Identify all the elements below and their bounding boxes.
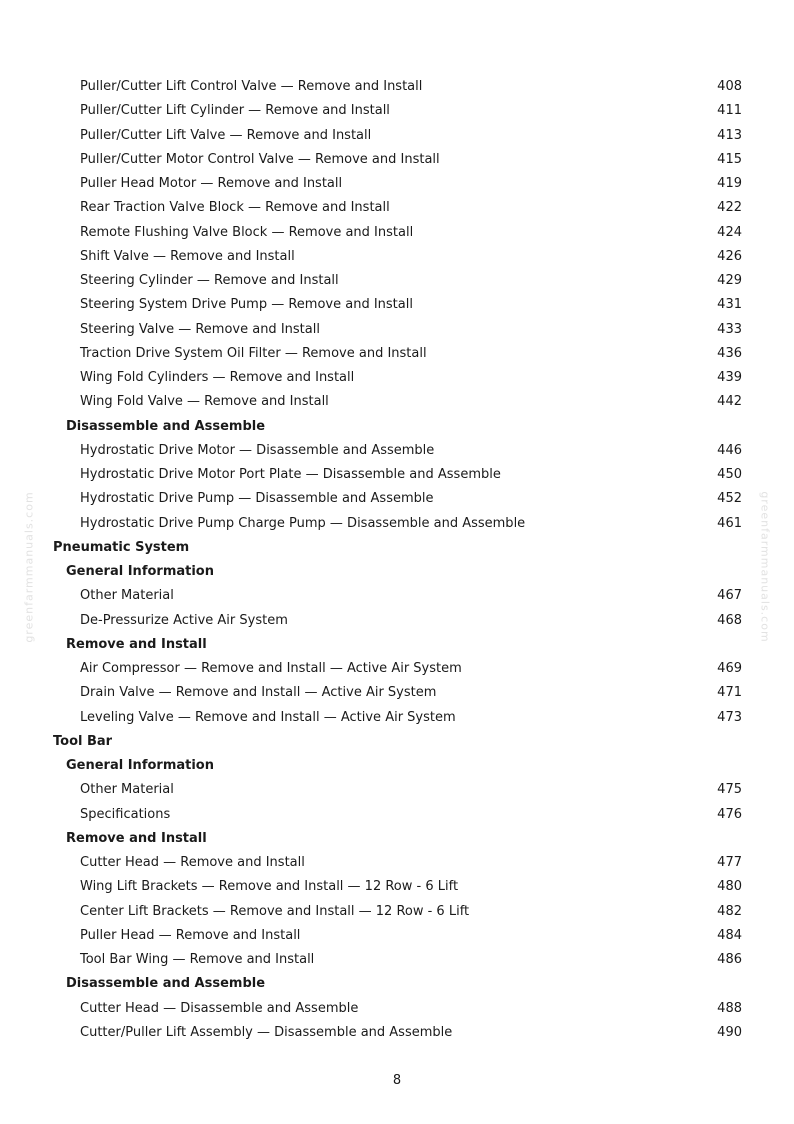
toc-entry[interactable] (0, 1021, 794, 1045)
toc-entry-title: Shift Valve — Remove and Install (80, 248, 295, 264)
toc-entry-title: Leveling Valve — Remove and Install — Active Air System (80, 709, 456, 725)
toc-entry-title: Wing Fold Valve — Remove and Install (80, 394, 329, 410)
toc-entry-page: 480 (717, 879, 742, 895)
toc-entry-title: Hydrostatic Drive Motor — Disassemble and Assemble (80, 442, 435, 458)
toc-entry[interactable] (0, 948, 794, 972)
toc-entry-title: Puller Head — Remove and Install (80, 927, 301, 943)
toc-entry[interactable] (0, 196, 794, 220)
toc-entry[interactable] (0, 124, 794, 148)
toc-entry-page: 473 (717, 709, 742, 725)
toc-entry-title: Tool Bar (53, 733, 113, 749)
toc-entry-page: 442 (717, 394, 742, 410)
toc-subsection-heading[interactable] (0, 754, 794, 778)
toc-entry-title: Rear Traction Valve Block — Remove and Install (80, 200, 390, 216)
toc-section-heading[interactable] (0, 536, 794, 560)
toc-entry-title: Tool Bar Wing — Remove and Install (80, 952, 315, 967)
toc-entry[interactable] (0, 463, 794, 487)
toc-entry-title: Hydrostatic Drive Pump Charge Pump — Disassemble and Assemble (80, 515, 526, 531)
toc-entry-page: 431 (717, 297, 742, 313)
toc-entry-page: 468 (717, 612, 742, 628)
toc-entry-page: 413 (717, 127, 742, 143)
toc-entry[interactable] (0, 269, 794, 293)
toc-entry-title: Traction Drive System Oil Filter — Remove and Install (80, 345, 427, 361)
toc-entry[interactable] (0, 851, 794, 875)
toc-entry-title: Remote Flushing Valve Block — Remove and Install (80, 224, 414, 240)
table-of-contents (0, 75, 794, 1045)
toc-entry[interactable] (0, 778, 794, 802)
toc-entry-page: 469 (717, 661, 742, 676)
toc-entry-page: 439 (717, 370, 742, 385)
toc-entry-title: Hydrostatic Drive Pump — Disassemble and Assemble (80, 491, 434, 507)
toc-entry-title: Puller Head Motor — Remove and Install (80, 176, 343, 191)
toc-entry[interactable] (0, 584, 794, 608)
toc-subsection-heading[interactable] (0, 972, 794, 996)
toc-entry-page: 450 (717, 467, 742, 482)
toc-entry-page: 436 (717, 345, 742, 361)
toc-entry[interactable] (0, 997, 794, 1021)
toc-entry-title: Center Lift Brackets — Remove and Install — 12 Row - 6 Lift (80, 903, 470, 919)
toc-entry-title: Steering Cylinder — Remove and Install (80, 273, 339, 288)
toc-entry-title: Cutter Head — Remove and Install (80, 855, 305, 870)
toc-subsection-heading[interactable] (0, 560, 794, 584)
toc-entry-title: De-Pressurize Active Air System (80, 612, 288, 628)
toc-entry-page: 452 (717, 491, 742, 507)
toc-entry-page: 467 (717, 588, 742, 604)
toc-entry-page: 471 (717, 685, 742, 701)
toc-entry-title: Puller/Cutter Lift Control Valve — Remove and Install (80, 79, 423, 94)
toc-entry-page: 477 (717, 855, 742, 870)
toc-entry-title: Drain Valve — Remove and Install — Active Air System (80, 685, 437, 701)
toc-entry-page: 484 (717, 927, 742, 943)
page-number: 8 (392, 1073, 402, 1088)
watermark-text: greenfarmmanuals.com (22, 491, 36, 643)
toc-entry-title: Cutter Head — Disassemble and Assemble (80, 1000, 359, 1016)
toc-subsection-heading[interactable] (0, 633, 794, 657)
toc-entry-title: Air Compressor — Remove and Install — Active Air System (80, 661, 462, 676)
toc-entry-title: Steering Valve — Remove and Install (80, 321, 320, 337)
toc-subsection-heading[interactable] (0, 827, 794, 851)
toc-entry[interactable] (0, 900, 794, 924)
toc-entry[interactable] (0, 706, 794, 730)
toc-entry-title: Specifications (80, 806, 171, 822)
toc-entry-title: Disassemble and Assemble (66, 418, 266, 434)
toc-entry-title: Steering System Drive Pump — Remove and Install (80, 297, 413, 313)
toc-entry-title: Remove and Install (66, 830, 207, 846)
toc-entry-page: 446 (717, 442, 742, 458)
toc-entry[interactable] (0, 293, 794, 317)
toc-entry-title: Puller/Cutter Lift Valve — Remove and Install (80, 127, 372, 143)
toc-entry-page: 476 (717, 806, 742, 822)
toc-entry-page: 411 (717, 103, 742, 119)
toc-entry[interactable] (0, 148, 794, 172)
toc-entry-page: 486 (717, 952, 742, 967)
toc-entry-page: 429 (717, 273, 742, 288)
toc-entry-title: Other Material (80, 782, 174, 798)
toc-entry-title: Puller/Cutter Motor Control Valve — Remove and Install (80, 151, 440, 167)
toc-entry-title: Wing Lift Brackets — Remove and Install — 12 Row - 6 Lift (80, 879, 459, 895)
toc-entry-page: 408 (717, 79, 742, 94)
toc-entry-page: 433 (717, 321, 742, 337)
toc-entry[interactable] (0, 99, 794, 123)
toc-entry-page: 426 (717, 248, 742, 264)
toc-entry[interactable] (0, 681, 794, 705)
toc-entry[interactable] (0, 342, 794, 366)
watermark-text: greenfarmmanuals.com (758, 491, 772, 643)
toc-section-heading[interactable] (0, 730, 794, 754)
toc-entry[interactable] (0, 390, 794, 414)
toc-entry[interactable] (0, 221, 794, 245)
toc-entry-page: 475 (717, 782, 742, 798)
toc-entry[interactable] (0, 924, 794, 948)
toc-entry-page: 419 (717, 176, 742, 191)
toc-entry[interactable] (0, 875, 794, 899)
toc-entry-title: Pneumatic System (53, 539, 190, 555)
toc-entry-title: Puller/Cutter Lift Cylinder — Remove and Install (80, 103, 390, 119)
toc-entry[interactable] (0, 75, 794, 99)
toc-entry-title: Hydrostatic Drive Motor Port Plate — Disassemble and Assemble (80, 467, 501, 482)
toc-entry[interactable] (0, 803, 794, 827)
toc-entry-page: 490 (717, 1024, 742, 1040)
toc-entry[interactable] (0, 439, 794, 463)
toc-entry-page: 488 (717, 1000, 742, 1016)
toc-entry-title: Wing Fold Cylinders — Remove and Install (80, 370, 355, 385)
toc-entry-page: 482 (717, 903, 742, 919)
toc-entry-page: 461 (717, 515, 742, 531)
toc-entry[interactable] (0, 512, 794, 536)
toc-entry-page: 422 (717, 200, 742, 216)
toc-entry[interactable] (0, 487, 794, 511)
toc-entry-title: Other Material (80, 588, 174, 604)
toc-entry[interactable] (0, 318, 794, 342)
toc-entry-title: Cutter/Puller Lift Assembly — Disassemble and Assemble (80, 1024, 453, 1040)
toc-subsection-heading[interactable] (0, 415, 794, 439)
toc-entry-title: General Information (66, 758, 214, 773)
toc-entry-page: 415 (717, 151, 742, 167)
toc-entry[interactable] (0, 366, 794, 390)
toc-entry-title: General Information (66, 564, 214, 579)
toc-entry-title: Disassemble and Assemble (66, 976, 266, 992)
toc-entry[interactable] (0, 609, 794, 633)
toc-entry-title: Remove and Install (66, 636, 207, 652)
toc-entry[interactable] (0, 245, 794, 269)
toc-entry-page: 424 (717, 224, 742, 240)
toc-entry[interactable] (0, 657, 794, 681)
toc-entry[interactable] (0, 172, 794, 196)
